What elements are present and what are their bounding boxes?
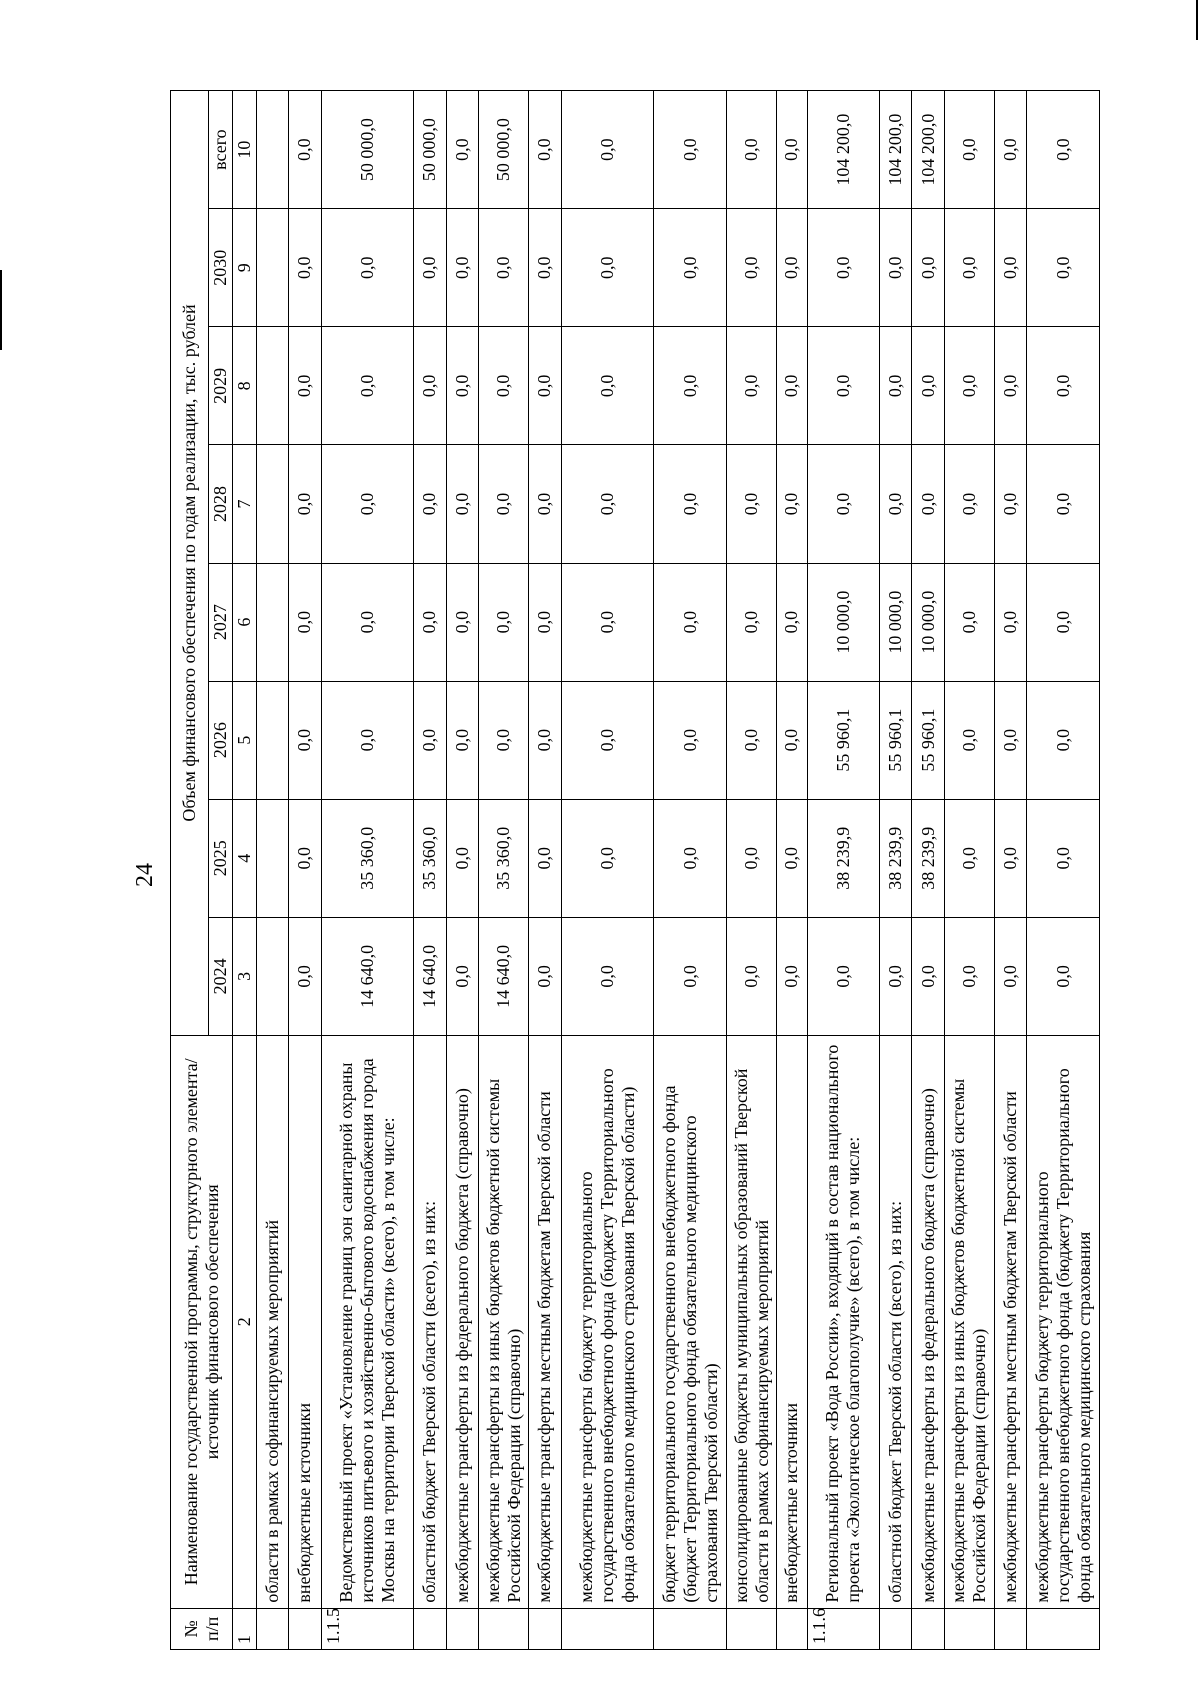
header-name: Наименование государственной программы, структурного элемента/источник финансового обеспечения bbox=[171, 1035, 233, 1608]
table-row bbox=[446, 91, 478, 1650]
row-number bbox=[529, 1608, 561, 1649]
row-name: Региональный проект «Вода России», входящий в состав национального проекта «Экологическое благополучие» (всего), в том числе: bbox=[807, 1035, 880, 1608]
row-value: 0,0 bbox=[446, 563, 478, 681]
row-total: 104 200,0 bbox=[807, 91, 880, 209]
row-value: 0,0 bbox=[529, 209, 561, 327]
row-value: 0,0 bbox=[1027, 327, 1100, 445]
row-value: 0,0 bbox=[777, 209, 807, 327]
row-value: 55 960,1 bbox=[880, 681, 912, 799]
row-value: 14 640,0 bbox=[478, 917, 528, 1035]
row-value: 0,0 bbox=[321, 445, 414, 563]
row-name: межбюджетные трансферты из иных бюджетов бюджетной системы Российской Федерации (справочно) bbox=[478, 1035, 528, 1608]
row-name: Ведомственный проект «Установление границ зон санитарной охраны источников питьевого и хозяйственно-бытового водоснабжения города Москвы на территории Тверской области» (всего), в том числе: bbox=[321, 1035, 414, 1608]
row-total: 0,0 bbox=[561, 91, 654, 209]
table-row bbox=[321, 91, 414, 1650]
table-row bbox=[561, 91, 654, 1650]
row-value: 0,0 bbox=[561, 327, 654, 445]
row-total: 104 200,0 bbox=[880, 91, 912, 209]
row-total: 50 000,0 bbox=[478, 91, 528, 209]
row-value: 0,0 bbox=[321, 681, 414, 799]
page-number: 24 bbox=[132, 863, 158, 887]
row-value: 0,0 bbox=[529, 681, 561, 799]
row-value: 0,0 bbox=[529, 563, 561, 681]
row-value: 0,0 bbox=[912, 327, 944, 445]
row-value: 0,0 bbox=[912, 445, 944, 563]
row-value: 0,0 bbox=[726, 917, 776, 1035]
row-value: 0,0 bbox=[561, 681, 654, 799]
column-number: 7 bbox=[233, 445, 257, 563]
table-row bbox=[478, 91, 528, 1650]
row-value: 0,0 bbox=[289, 209, 321, 327]
row-number bbox=[944, 1608, 994, 1649]
row-number bbox=[414, 1608, 446, 1649]
row-value: 0,0 bbox=[1027, 209, 1100, 327]
row-value bbox=[257, 681, 289, 799]
table-row bbox=[912, 91, 944, 1650]
row-name: областной бюджет Тверской области (всего), из них: bbox=[880, 1035, 912, 1608]
table-row bbox=[289, 91, 321, 1650]
column-number: 6 bbox=[233, 563, 257, 681]
row-value: 0,0 bbox=[912, 209, 944, 327]
row-value: 0,0 bbox=[529, 799, 561, 917]
row-value: 35 360,0 bbox=[321, 799, 414, 917]
row-value: 0,0 bbox=[995, 445, 1027, 563]
row-value: 0,0 bbox=[726, 563, 776, 681]
row-value: 0,0 bbox=[446, 209, 478, 327]
row-value: 0,0 bbox=[654, 563, 727, 681]
row-name: межбюджетные трансферты бюджету территориального государственного внебюджетного фонда (бюджету Территориального фонда обязательного медицинского страхования Тверской области) bbox=[561, 1035, 654, 1608]
row-value: 0,0 bbox=[289, 681, 321, 799]
table-row bbox=[726, 91, 776, 1650]
row-value: 0,0 bbox=[289, 917, 321, 1035]
row-total: 0,0 bbox=[289, 91, 321, 209]
column-number-row bbox=[233, 91, 257, 1650]
row-value bbox=[257, 917, 289, 1035]
row-number bbox=[654, 1608, 727, 1649]
row-value: 0,0 bbox=[944, 681, 994, 799]
row-value: 0,0 bbox=[446, 917, 478, 1035]
header-year: 2026 bbox=[209, 681, 233, 799]
table-row bbox=[777, 91, 807, 1650]
row-total: 50 000,0 bbox=[414, 91, 446, 209]
row-value: 0,0 bbox=[289, 799, 321, 917]
row-value: 0,0 bbox=[654, 209, 727, 327]
row-number bbox=[777, 1608, 807, 1649]
row-name: консолидированные бюджеты муниципальных образований Тверской области в рамках софинансируемых мероприятий bbox=[726, 1035, 776, 1608]
row-value: 0,0 bbox=[944, 563, 994, 681]
table-row bbox=[807, 91, 880, 1650]
header-year: 2030 bbox=[209, 209, 233, 327]
column-number: 9 bbox=[233, 209, 257, 327]
row-value: 0,0 bbox=[478, 209, 528, 327]
column-number: 2 bbox=[233, 1035, 257, 1608]
row-value: 0,0 bbox=[880, 917, 912, 1035]
table-row bbox=[414, 91, 446, 1650]
column-number: 8 bbox=[233, 327, 257, 445]
row-value: 0,0 bbox=[726, 327, 776, 445]
row-name: внебюджетные источники bbox=[777, 1035, 807, 1608]
column-number: 5 bbox=[233, 681, 257, 799]
table-body bbox=[257, 91, 1100, 1650]
row-value: 0,0 bbox=[726, 681, 776, 799]
row-total: 0,0 bbox=[777, 91, 807, 209]
row-name: межбюджетные трансферты местным бюджетам Тверской области bbox=[529, 1035, 561, 1608]
header-year: 2027 bbox=[209, 563, 233, 681]
row-value: 0,0 bbox=[414, 327, 446, 445]
row-value: 0,0 bbox=[1027, 799, 1100, 917]
row-value: 0,0 bbox=[995, 681, 1027, 799]
row-name: области в рамках софинансируемых мероприятий bbox=[257, 1035, 289, 1608]
row-value: 0,0 bbox=[1027, 681, 1100, 799]
row-value: 0,0 bbox=[529, 917, 561, 1035]
row-total: 0,0 bbox=[944, 91, 994, 209]
row-value: 0,0 bbox=[807, 445, 880, 563]
row-value: 0,0 bbox=[289, 445, 321, 563]
row-value bbox=[257, 563, 289, 681]
row-value: 0,0 bbox=[561, 445, 654, 563]
row-value: 0,0 bbox=[654, 445, 727, 563]
header-year: 2029 bbox=[209, 327, 233, 445]
row-value: 0,0 bbox=[414, 563, 446, 681]
row-number bbox=[912, 1608, 944, 1649]
row-value: 0,0 bbox=[529, 445, 561, 563]
row-value: 14 640,0 bbox=[414, 917, 446, 1035]
row-value: 10 000,0 bbox=[880, 563, 912, 681]
column-number: 3 bbox=[233, 917, 257, 1035]
table-row bbox=[257, 91, 289, 1650]
row-value: 35 360,0 bbox=[414, 799, 446, 917]
row-value: 0,0 bbox=[726, 209, 776, 327]
row-value: 38 239,9 bbox=[880, 799, 912, 917]
row-value: 0,0 bbox=[995, 209, 1027, 327]
row-value: 0,0 bbox=[777, 445, 807, 563]
table-row bbox=[880, 91, 912, 1650]
table-row bbox=[995, 91, 1027, 1650]
row-total: 104 200,0 bbox=[912, 91, 944, 209]
row-value: 0,0 bbox=[529, 327, 561, 445]
row-value: 0,0 bbox=[995, 799, 1027, 917]
row-value: 10 000,0 bbox=[912, 563, 944, 681]
row-value: 0,0 bbox=[807, 327, 880, 445]
header-funding: Объем финансового обеспечения по годам реализации, тыс. рублей bbox=[171, 91, 209, 1036]
row-value: 0,0 bbox=[414, 445, 446, 563]
row-value: 0,0 bbox=[289, 563, 321, 681]
row-value: 0,0 bbox=[777, 681, 807, 799]
row-value: 0,0 bbox=[995, 563, 1027, 681]
row-value: 0,0 bbox=[654, 327, 727, 445]
row-number: 1.1.5 bbox=[321, 1608, 414, 1649]
table-row bbox=[1027, 91, 1100, 1650]
row-value: 0,0 bbox=[777, 563, 807, 681]
row-value: 0,0 bbox=[289, 327, 321, 445]
row-value: 0,0 bbox=[446, 445, 478, 563]
row-name: межбюджетные трансферты из иных бюджетов бюджетной системы Российской Федерации (справочно) bbox=[944, 1035, 994, 1608]
row-name: межбюджетные трансферты бюджету территориального государственного внебюджетного фонда (бюджету Территориального фонда обязательного медицинского страхования bbox=[1027, 1035, 1100, 1608]
row-value: 35 360,0 bbox=[478, 799, 528, 917]
row-number bbox=[1027, 1608, 1100, 1649]
row-value: 0,0 bbox=[777, 327, 807, 445]
row-total bbox=[257, 91, 289, 209]
row-number bbox=[289, 1608, 321, 1649]
row-total: 0,0 bbox=[446, 91, 478, 209]
row-value: 55 960,1 bbox=[807, 681, 880, 799]
row-value bbox=[257, 799, 289, 917]
column-number: 1 bbox=[233, 1608, 257, 1649]
row-total: 0,0 bbox=[529, 91, 561, 209]
row-value: 0,0 bbox=[478, 327, 528, 445]
row-total: 0,0 bbox=[726, 91, 776, 209]
row-value: 0,0 bbox=[654, 799, 727, 917]
row-value: 0,0 bbox=[654, 681, 727, 799]
row-number bbox=[478, 1608, 528, 1649]
row-value: 0,0 bbox=[446, 681, 478, 799]
row-value: 0,0 bbox=[880, 327, 912, 445]
header-no: № п/п bbox=[171, 1608, 233, 1649]
rotated-table-container bbox=[170, 90, 1100, 1650]
row-value: 14 640,0 bbox=[321, 917, 414, 1035]
row-value: 0,0 bbox=[1027, 917, 1100, 1035]
row-value: 0,0 bbox=[561, 563, 654, 681]
row-value: 0,0 bbox=[414, 681, 446, 799]
row-number bbox=[257, 1608, 289, 1649]
row-value: 0,0 bbox=[1027, 563, 1100, 681]
row-value: 0,0 bbox=[321, 563, 414, 681]
row-value: 0,0 bbox=[777, 799, 807, 917]
scan-edge-left bbox=[0, 270, 2, 350]
row-value: 0,0 bbox=[478, 681, 528, 799]
row-value: 0,0 bbox=[726, 799, 776, 917]
row-name: межбюджетные трансферты из федерального бюджета (справочно) bbox=[912, 1035, 944, 1608]
row-number: 1.1.6 bbox=[807, 1608, 880, 1649]
row-value: 0,0 bbox=[944, 327, 994, 445]
row-total: 50 000,0 bbox=[321, 91, 414, 209]
row-number bbox=[726, 1608, 776, 1649]
row-value: 55 960,1 bbox=[912, 681, 944, 799]
column-number: 10 bbox=[233, 91, 257, 209]
row-value: 10 000,0 bbox=[807, 563, 880, 681]
row-value: 38 239,9 bbox=[807, 799, 880, 917]
row-value: 0,0 bbox=[944, 917, 994, 1035]
row-total: 0,0 bbox=[654, 91, 727, 209]
row-value: 0,0 bbox=[777, 917, 807, 1035]
row-value: 0,0 bbox=[807, 209, 880, 327]
row-value: 0,0 bbox=[880, 209, 912, 327]
header-total: всего bbox=[209, 91, 233, 209]
row-value: 0,0 bbox=[944, 445, 994, 563]
row-number bbox=[995, 1608, 1027, 1649]
row-value: 0,0 bbox=[414, 209, 446, 327]
row-value: 0,0 bbox=[944, 209, 994, 327]
table-row bbox=[654, 91, 727, 1650]
row-value: 0,0 bbox=[726, 445, 776, 563]
row-value: 0,0 bbox=[944, 799, 994, 917]
row-number bbox=[446, 1608, 478, 1649]
row-value: 38 239,9 bbox=[912, 799, 944, 917]
row-value bbox=[257, 209, 289, 327]
row-value bbox=[257, 445, 289, 563]
row-value: 0,0 bbox=[478, 445, 528, 563]
row-name: бюджет территориального государственного внебюджетного фонда (бюджет Территориального фонда обязательного медицинского страхования Тверской области) bbox=[654, 1035, 727, 1608]
row-value: 0,0 bbox=[321, 209, 414, 327]
table-row bbox=[529, 91, 561, 1650]
row-total: 0,0 bbox=[1027, 91, 1100, 209]
row-total: 0,0 bbox=[995, 91, 1027, 209]
row-name: межбюджетные трансферты из федерального бюджета (справочно) bbox=[446, 1035, 478, 1608]
row-value: 0,0 bbox=[561, 799, 654, 917]
row-number bbox=[880, 1608, 912, 1649]
row-value: 0,0 bbox=[446, 799, 478, 917]
header-year: 2025 bbox=[209, 799, 233, 917]
row-value: 0,0 bbox=[321, 327, 414, 445]
row-value: 0,0 bbox=[561, 209, 654, 327]
row-value: 0,0 bbox=[654, 917, 727, 1035]
row-name: областной бюджет Тверской области (всего), из них: bbox=[414, 1035, 446, 1608]
row-value: 0,0 bbox=[995, 327, 1027, 445]
row-name: внебюджетные источники bbox=[289, 1035, 321, 1608]
funding-table bbox=[170, 90, 1100, 1650]
header-year: 2024 bbox=[209, 917, 233, 1035]
row-value: 0,0 bbox=[807, 917, 880, 1035]
header-year: 2028 bbox=[209, 445, 233, 563]
row-value: 0,0 bbox=[1027, 445, 1100, 563]
column-number: 4 bbox=[233, 799, 257, 917]
row-value bbox=[257, 327, 289, 445]
row-value: 0,0 bbox=[995, 917, 1027, 1035]
row-value: 0,0 bbox=[478, 563, 528, 681]
row-name: межбюджетные трансферты местным бюджетам Тверской области bbox=[995, 1035, 1027, 1608]
scan-edge-right bbox=[1196, 0, 1198, 40]
row-number bbox=[561, 1608, 654, 1649]
table-row bbox=[944, 91, 994, 1650]
row-value: 0,0 bbox=[446, 327, 478, 445]
row-value: 0,0 bbox=[561, 917, 654, 1035]
row-value: 0,0 bbox=[912, 917, 944, 1035]
row-value: 0,0 bbox=[880, 445, 912, 563]
